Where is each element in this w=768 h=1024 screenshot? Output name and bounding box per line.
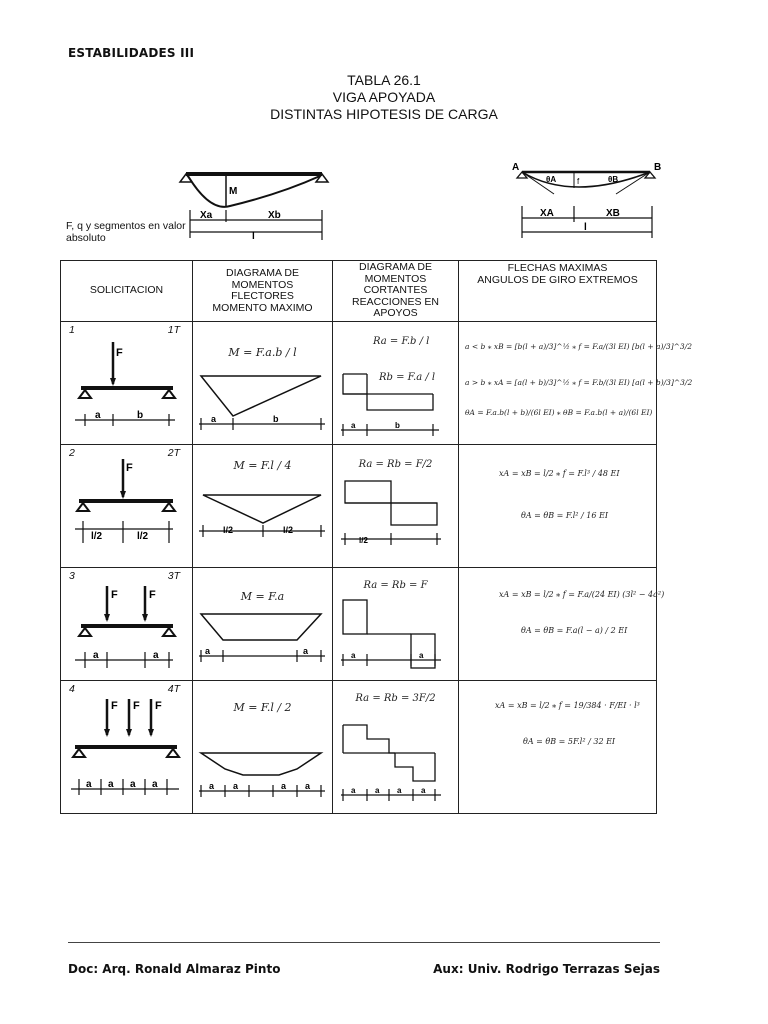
deflection-f-label: f [577, 177, 580, 186]
svg-text:a: a [153, 650, 159, 661]
deflection-cell-2: xA = xB = l/2 ⁎ f = F.l³ / 48 EI θA = θB = F.l² / 16 EI [459, 445, 657, 568]
moment-label: M [229, 186, 238, 197]
svg-text:l/2: l/2 [283, 525, 294, 535]
load-diagram-1 [61, 322, 191, 439]
xa-label-right: XA [540, 208, 554, 219]
table-row [61, 322, 657, 445]
shear-diagram-4 [333, 711, 457, 811]
svg-text:l/2: l/2 [359, 536, 368, 545]
moment-diagram-3 [193, 608, 331, 678]
footer-assistant: Aux: Univ. Rodrigo Terrazas Sejas [433, 962, 660, 976]
deflection-cell-3: xA = xB = l/2 ⁎ f = F.a/(24 EI) (3l² − 4a²) θA = θB = F.a(l − a) / 2 EI [459, 568, 657, 681]
svg-text:a: a [351, 651, 356, 660]
table-subtitle: DISTINTAS HIPOTESIS DE CARGA [270, 106, 498, 122]
table-subject: VIGA APOYADA [332, 89, 436, 105]
top-right-deflection-figure [512, 158, 662, 243]
table-number: TABLA 26.1 [347, 72, 421, 88]
absolute-value-note: F, q y segmentos en valor absoluto [66, 220, 186, 244]
svg-text:a: a [108, 779, 114, 790]
footer-divider [68, 942, 660, 943]
svg-text:l/2: l/2 [137, 531, 149, 542]
support-a-label: A [512, 162, 520, 173]
top-left-moment-figure [180, 160, 330, 245]
theta-a-label: θA [546, 175, 557, 184]
svg-text:a: a [86, 779, 92, 790]
moment-cell-3: M = F.a a a [193, 568, 333, 681]
svg-text:F: F [149, 589, 156, 601]
load-diagram-3 [61, 568, 191, 675]
footer-instructor: Doc: Arq. Ronald Almaraz Pinto [68, 962, 281, 976]
svg-text:a: a [419, 651, 424, 660]
header-solicitacion: SOLICITACION [61, 261, 193, 322]
moment-cell-1: M = F.a.b / l a b [193, 322, 333, 445]
svg-text:F: F [111, 589, 118, 601]
svg-text:a: a [93, 650, 99, 661]
xb-label: Xb [268, 210, 281, 221]
svg-text:a: a [397, 786, 402, 795]
shear-cell-1: Ra = F.b / l Rb = F.a / l a b [333, 322, 459, 445]
svg-text:l/2: l/2 [223, 525, 234, 535]
load-cell-1: 1 1T F a b [61, 322, 193, 445]
load-diagram-2 [61, 445, 191, 562]
shear-diagram-3 [333, 596, 457, 676]
load-diagram-4 [61, 681, 191, 808]
table-row [61, 568, 657, 681]
table-header-row [61, 261, 657, 322]
xa-label: Xa [200, 210, 213, 221]
table-row [61, 681, 657, 814]
deflection-cell-1: a < b ⁎ xB = [b(l + a)/3]^½ ⁎ f = F.a/(3l EI) [b(l + a)/3]^3/2 a > b ⁎ xA = [a(l + b)/3]^½ ⁎ f = F.b/(3l EI) [a(l + b)/3]^3/2 θA = F.a.b(l + b)/(6l EI) ⁎ θB = F.a.b(l + a)/(6l EI) [459, 322, 657, 445]
svg-text:a: a [209, 781, 215, 791]
load-cell-2: 2 2T F l/2 l/2 [61, 445, 193, 568]
moment-diagram-4 [193, 747, 331, 827]
svg-text:a: a [95, 410, 101, 421]
svg-text:a: a [130, 779, 136, 790]
span-label: l [252, 231, 255, 242]
shear-cell-4: Ra = Rb = 3F/2 a a a a [333, 681, 459, 814]
title-block [0, 72, 768, 123]
svg-text:a: a [351, 421, 356, 430]
svg-text:a: a [303, 646, 309, 656]
svg-text:a: a [351, 786, 356, 795]
load-cell-3: 3 3T F F a a [61, 568, 193, 681]
svg-text:a: a [305, 781, 311, 791]
deflection-cell-4: xA = xB = l/2 ⁎ f = 19/384 · F/EI · l³ θA = θB = 5F.l² / 32 EI [459, 681, 657, 814]
moment-cell-4: M = F.l / 2 a a a a [193, 681, 333, 814]
svg-text:a: a [211, 414, 217, 424]
header-deflections: FLECHAS MAXIMAS ANGULOS DE GIRO EXTREMOS [459, 261, 657, 322]
svg-text:l/2: l/2 [91, 531, 103, 542]
table-row [61, 445, 657, 568]
svg-text:F: F [155, 700, 162, 712]
shear-cell-3: Ra = Rb = F a a [333, 568, 459, 681]
support-b-label: B [654, 162, 662, 173]
header-bending-moment: DIAGRAMA DE MOMENTOS FLECTORES MOMENTO MAXIMO [193, 261, 333, 322]
svg-text:a: a [281, 781, 287, 791]
svg-text:a: a [152, 779, 158, 790]
shear-cell-2: Ra = Rb = F/2 l/2 [333, 445, 459, 568]
moment-diagram-1 [193, 370, 331, 440]
svg-text:F: F [111, 700, 118, 712]
svg-text:b: b [395, 421, 400, 430]
svg-text:a: a [205, 646, 211, 656]
svg-text:a: a [421, 786, 426, 795]
svg-text:F: F [116, 347, 123, 359]
svg-text:b: b [137, 410, 144, 421]
svg-text:a: a [233, 781, 239, 791]
span-label-right: l [584, 222, 587, 233]
svg-text:b: b [273, 414, 279, 424]
shear-diagram-1 [333, 322, 457, 439]
moment-diagram-2 [193, 489, 331, 559]
svg-text:F: F [133, 700, 140, 712]
load-cell-4: 4 4T F F F a a a a [61, 681, 193, 814]
header-shear: DIAGRAMA DE MOMENTOS CORTANTES REACCIONES EN APOYOS [333, 261, 459, 322]
moment-cell-2: M = F.l / 4 l/2 l/2 [193, 445, 333, 568]
course-header: ESTABILIDADES III [68, 46, 195, 60]
shear-diagram-2 [333, 473, 457, 563]
theta-b-label: θB [608, 175, 619, 184]
xb-label-right: XB [606, 208, 620, 219]
svg-text:F: F [126, 462, 133, 474]
svg-text:a: a [375, 786, 380, 795]
load-cases-table [60, 260, 693, 814]
